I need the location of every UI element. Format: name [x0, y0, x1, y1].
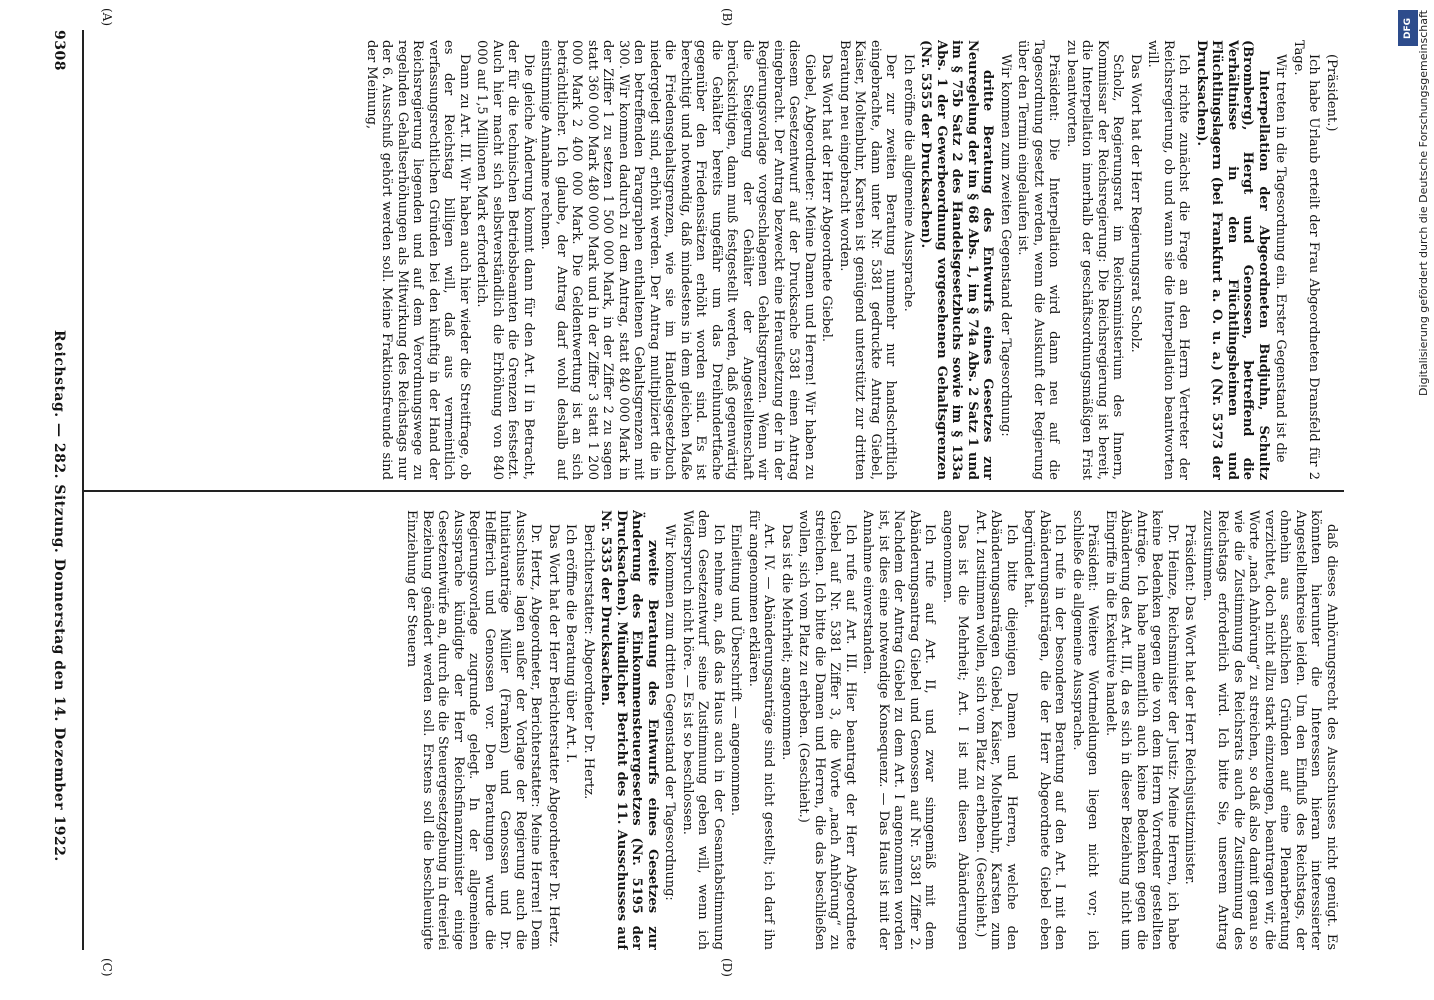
- paragraph: Wir kommen zum zweiten Gegenstand der Tagesordnung:: [998, 54, 1013, 437]
- margin-mark-a: (A): [100, 8, 114, 27]
- column-divider: [84, 490, 1344, 492]
- agenda-item-heading: Interpellation der Abgeordneten Budjuhn, Schultz (Bromberg), Hergt und Genossen, betreffend die Verhältnisse in den Flüchtlingsheimen und Flüchtlingslagern (bei Frankfurt a. O. u. a.) (Nr. 5373 der Drucksachen).: [1194, 40, 1271, 480]
- paragraph: Dr. Hertz, Abgeordneter, Berichterstatter: Meine Herren! Dem Ausschusse lagen außer der Vorlage der Regierung auch die Initiativanträge Müller (Franken) und Genossen und Dr. Helfferich und Genossen vor. Den Beratungen wurde die Regierungsvorlage zugrunde gelegt. In der allgemeinen Aussprache kündigte der Herr Reichsfinanzminister einige Gesetzentwürfe an, durch die die Steuergesetzgebung in dreierlei Beziehung geändert werden soll. Erstens soll die beschleunigte Einziehung der Steuern: [404, 510, 544, 950]
- paragraph: Ich rufe auf Art. III. Hier beantragt der Herr Abgeordnete Giebel auf Nr. 5381 Ziffer 3, die Worte „nach Anhörung“ zu streichen. Ich bitte die Damen und Herren, die das beschließen wollen, sich vom Platz zu erheben. (Geschieht.): [796, 510, 858, 950]
- paragraph: Der zur zweiten Beratung nunmehr nur handschriftlich eingebrachte, dann unter Nr. 5381 gedruckte Antrag Giebel, Kaiser, Moltenbuhr, Karsten ist genügend unterstützt zur dritten Beratung neu eingebracht worden.: [837, 40, 899, 480]
- paragraph: Berichterstatter: Abgeordneter Dr. Hertz.: [581, 524, 596, 800]
- running-header: [45, 30, 69, 950]
- paragraph: Präsident: Die Interpellation wird dann neu auf die Tagesordnung gesetzt werden, wenn die Auskunft der Regierung über den Termin eingelaufen ist.: [1015, 40, 1062, 480]
- paragraph: Das ist die Mehrheit; Art. I ist mit diesen Abänderungen angenommen.: [940, 510, 971, 950]
- paragraph: Ich richte zunächst die Frage an den Herrn Vertreter der Reichsregierung, ob und wann sie die Interpellation beantworten will.: [1145, 40, 1192, 480]
- paragraph: (Präsident.): [1324, 54, 1339, 132]
- paragraph: Ich eröffne die allgemeine Aussprache.: [901, 54, 916, 312]
- dfg-logo: DFG: [1398, 10, 1418, 46]
- paragraph: Präsident: Das Wort hat der Herr Reichsjustizminister.: [1182, 524, 1198, 885]
- paragraph: Ich bitte diejenigen Damen und Herren, welche den Abänderungsanträgen Giebel, Kaiser, Moltenbuhr, Karsten zum Art. I zustimmen wollen, sich vom Platz zu erheben. (Geschieht.): [973, 510, 1019, 950]
- paragraph: Art. IV. — Abänderungsanträge sind nicht gestellt; ich darf ihn für angenommen erklären.: [746, 510, 777, 950]
- paragraph: Ich rufe auf Art. II, und zwar sinngemäß mit dem Abänderungsantrag Giebel und Genossen auf Nr. 5381 Ziffer 2. Nachdem der Antrag Giebel zu dem Art. I angenommen worden ist, ist dies eine notwendige Konsequenz. — Das Haus ist mit der Annahme einverstanden.: [860, 510, 938, 950]
- paragraph: Ich habe Urlaub erteilt der Frau Abgeordneten Dransfeld für 2 Tage.: [1291, 40, 1322, 480]
- page-number: 9308: [51, 30, 67, 71]
- paragraph: Ich rufe in der besonderen Beratung auf den Art. I mit den Abänderungsanträgen, die der Herr Abgeordnete Giebel eben begründet hat.: [1021, 510, 1068, 950]
- paragraph: Ich nehme an, daß das Haus auch in der Gesamtabstimmung dem Gesetzentwurf seine Zustimmung geben will, wenn ich Widerspruch nicht höre. — Es ist so beschlossen.: [680, 510, 726, 950]
- paragraph: Giebel, Abgeordneter: Meine Damen und Herren! Wir haben zu diesem Gesetzentwurf auf der Drucksache 5381 einen Antrag eingebracht. Der Antrag bezweckt eine Heraufsetzung der in der Regierungsvorlage vorgeschlagenen Gehaltsgrenzen. Wenn wir die Steigerung der Gehälter der Angestelltenschaft berücksichtigen, dann muß festgestellt werden, daß gegenwärtig die Gehälter bereits ungefähr um das Dreihundertfache gegenüber den Friedenssätzen erhöht worden sind. Es ist berechtigt und notwendig, daß mindestens in dem gleichen Maße die Friedensgehaltsgrenzen, wie sie im Handelsgesetzbuch niedergelegt sind, erhöht werden. Der Antrag multipliziert die in den betreffenden Paragraphen enthaltenen Gehaltsgrenzen mit 300. Wir kommen dadurch zu dem Antrag, statt 840 000 Mark in der Ziffer 1 zu setzen 1 500 000 Mark, in der Ziffer 2 zu sagen statt 360 000 Mark 480 000 Mark und in der Ziffer 3 statt 1 200 000 Mark 2 400 000 Mark. Die Geldentwertung ist an sich beträchtlicher. Ich glaube, der Antrag darf wohl deshalb auf einstimmige Annahme rechnen.: [538, 40, 817, 480]
- paragraph: Das ist die Mehrheit; angenommen.: [779, 524, 794, 761]
- margin-mark-d: (D): [720, 958, 734, 977]
- paragraph: Das Wort hat der Herr Abgeordnete Giebel.: [819, 54, 835, 343]
- paragraph: Wir kommen zum dritten Gegenstand der Tagesordnung:: [662, 524, 678, 901]
- paragraph: daß dieses Anhörungsrecht des Ausschusses nicht genügt. Es könnten hierunter die Interessen hieran interessierter Angestelltenkreise leiden. Um den Einfluß des Reichstags, der ohnehin aus sachlichen Gründen auf eine Plenarberatung verzichtet, doch nicht allzu stark einzuengen, beantragen wir, die Worte „nach Anhörung“ zu streichen, so daß also damit genau so wie die Zustimmung des Reichsrats auch die Zustimmung des Reichstags erforderlich wird. Ich bitte Sie, unserem Antrag zuzustimmen.: [1200, 510, 1339, 950]
- right-column: [89, 510, 1339, 950]
- paragraph: Einleitung und Überschrift — angenommen.: [728, 524, 744, 817]
- paragraph: Scholz, Regierungsrat im Reichsministerium des Innern, Kommissar der Reichsregierung: Die Reichsregierung ist bereit, die Interpellation innerhalb der geschäftsordnungsmäßigen Frist zu beantworten.: [1064, 40, 1126, 480]
- digitization-credit: [1395, 10, 1430, 990]
- paragraph: Das Wort hat der Herr Berichterstatter Abgeordneter Dr. Hertz.: [546, 524, 561, 948]
- margin-mark-c: (C): [100, 958, 114, 977]
- paragraph: Wir treten in die Tagesordnung ein. Erster Gegenstand ist die: [1273, 54, 1289, 463]
- paragraph: Die gleiche Änderung kommt dann für den Art. II in Betracht, der für die technischen Betriebsbeamten die Grenzen festsetzt. Auch hier macht sich selbstverständlich die Erhöhung von 840 000 auf 1,5 Millionen Mark erforderlich.: [474, 40, 536, 480]
- paragraph: Dann zu Art. III. Wir haben auch hier wieder die Streitfrage, ob es der Reichstag billigen will, daß aus vermeintlich verfassungsrechtlichen Gründen bei den künftig in der Hand der Reichsregierung liegenden und auf dem Verordnungswege zu regelnden Gehaltserhöhungen als Mitwirkung des Reichstags nur der 6. Ausschuß gehört werden soll. Meine Fraktionsfreunde sind der Meinung,: [364, 40, 472, 480]
- paragraph: Das Wort hat der Herr Regierungsrat Scholz.: [1128, 54, 1143, 353]
- paragraph: Präsident: Weitere Wortmeldungen liegen nicht vor; ich schließe die allgemeine Aussprache.: [1070, 510, 1101, 950]
- left-column: [89, 40, 1339, 480]
- margin-mark-b: (B): [720, 8, 734, 27]
- paragraph: Dr. Heinze, Reichsminister der Justiz: Meine Herren, ich habe keine Bedenken gegen die von dem Herrn Vorredner gestellten Anträge. Ich habe namentlich auch keine Bedenken gegen die Abänderung des Art. III, da es sich in dieser Beziehung nicht um Eingriffe in die Exekutive handelt.: [1103, 510, 1180, 950]
- agenda-item-heading: zweite Beratung des Entwurfs eines Gesetzes zur Änderung des Einkommensteuergesetzes (Nr. 5195 der Drucksachen). Mündlicher Bericht des 11. Ausschusses auf Nr. 5335 der Drucksachen.: [598, 510, 660, 950]
- running-head: Reichstag. — 282. Sitzung. Donnerstag den 14. Dezember 1922.: [51, 330, 67, 862]
- credit-text: Digitalisierung gefördert durch die Deutsche Forschungsgemeinschaft: [1417, 10, 1430, 396]
- agenda-item-heading: dritte Beratung des Entwurfs eines Gesetzes zur Neuregelung der im § 68 Abs. 1, im § 74a Abs. 2 Satz 1 und im § 75b Satz 2 des Handelsgesetzbuchs sowie im § 133a Abs. 1 der Gewerbeordnung vorgesehenen Gehaltsgrenzen (Nr. 5355 der Drucksachen).: [918, 40, 996, 480]
- paragraph: Ich eröffne die Beratung über Art. I.: [563, 524, 579, 764]
